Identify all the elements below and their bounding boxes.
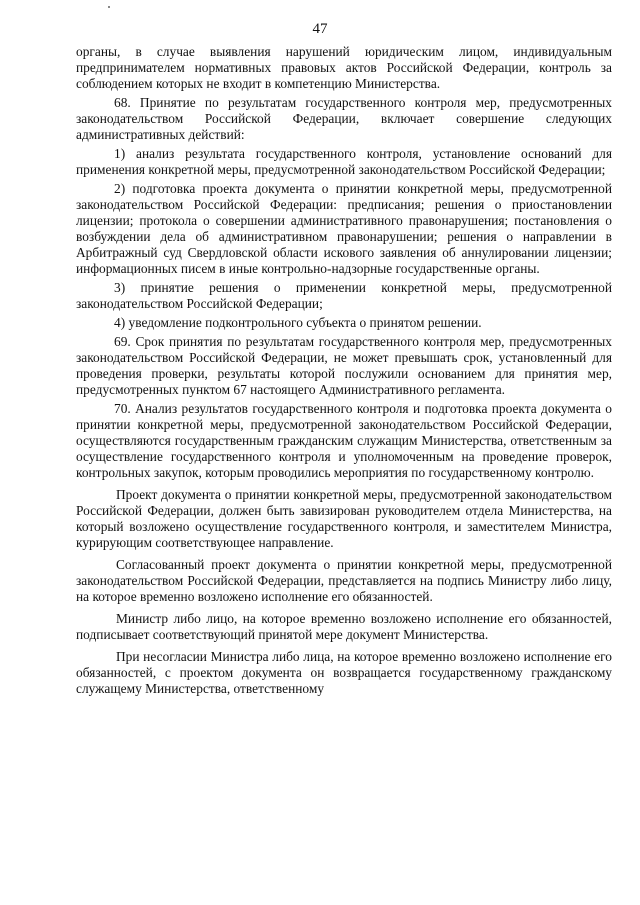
paragraph-minister-signs: Министр либо лицо, на которое временно возложено исполнение его обязанностей, подписывает соответствующий принятой мере документ Министерства. — [76, 611, 612, 642]
paragraph-continuation: органы, в случае выявления нарушений юридическим лицом, индивидуальным предпринимателем нормативных правовых актов Российской Федерации, контроль за соблюдением которых не входит в компетенцию Министерства. — [76, 44, 612, 91]
paragraph-draft-approval: Проект документа о принятии конкретной меры, предусмотренной законодательством Российской Федерации, должен быть завизирован руководителем отдела Министерства, на который возложено осуществление государственного контроля, и заместителем Министра, курирующим соответствующее направление. — [76, 487, 612, 550]
list-item-68-2: 2) подготовка проекта документа о принятии конкретной меры, предусмотренной законодательством Российской Федерации: предписания; решения о приостановлении лицензии; протокола о совершении административного правонарушения; постановления о возбуждении дела об административном правонарушении; решения о направлении в Арбитражный суд Свердловской области искового заявления об аннулировании лицензии; информационных писем в иные контрольно-надзорные государственные органы. — [76, 181, 612, 276]
paragraph-69: 69. Срок принятия по результатам государственного контроля мер, предусмотренных законодательством Российской Федерации, не может превышать срок, установленный для проведения проверки, результаты которой послужили основанием для принятия мер, предусмотренных пунктом 67 настоящего Административного регламента. — [76, 334, 612, 397]
list-item-68-1: 1) анализ результата государственного контроля, установление оснований для применения конкретной меры, предусмотренной законодательством Российской Федерации; — [76, 146, 612, 177]
list-item-68-3: 3) принятие решения о применении конкретной меры, предусмотренной законодательством Российской Федерации; — [76, 280, 612, 311]
document-body — [76, 44, 612, 697]
scan-speck — [108, 6, 110, 8]
paragraph-70: 70. Анализ результатов государственного контроля и подготовка проекта документа о принятии конкретной меры, предусмотренной законодательством Российской Федерации, осуществляются государственным гражданским служащим Министерства, ответственным за осуществление государственного контроля и уполномоченным на проведение проверок, контрольных закупок, которым проводились мероприятия по государственному контролю. — [76, 401, 612, 480]
paragraph-agreed-draft: Согласованный проект документа о принятии конкретной меры, предусмотренной законодательством Российской Федерации, представляется на подпись Министру либо лицу, на которое временно возложено исполнение его обязанностей. — [76, 557, 612, 604]
paragraph-disagreement: При несогласии Министра либо лица, на которое временно возложено исполнение его обязанностей, с проектом документа он возвращается государственному гражданскому служащему Министерства, ответственному — [76, 649, 612, 696]
page-number: 47 — [312, 21, 328, 37]
paragraph-68: 68. Принятие по результатам государственного контроля мер, предусмотренных законодательством Российской Федерации, включает совершение следующих административных действий: — [76, 95, 612, 142]
list-item-68-4: 4) уведомление подконтрольного субъекта о принятом решении. — [114, 315, 482, 330]
